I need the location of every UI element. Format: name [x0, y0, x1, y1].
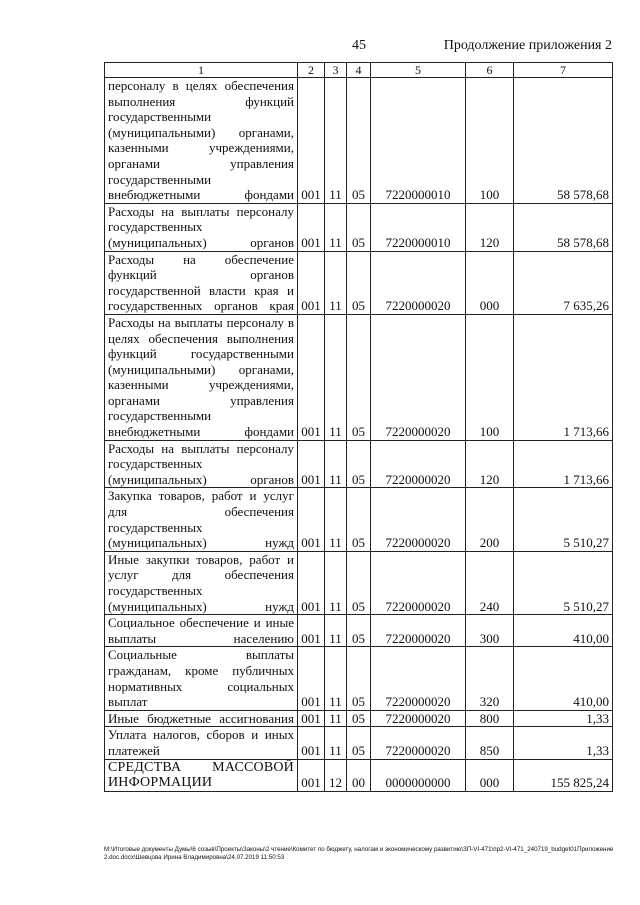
code-cell: 05 [347, 78, 371, 204]
code-cell: 05 [347, 615, 371, 647]
code-cell: 850 [466, 727, 514, 759]
column-header: 6 [466, 63, 514, 78]
expense-name-cell: Социальное обеспечение и иные выплаты населению [105, 615, 298, 647]
table-header-row [105, 63, 613, 78]
column-header: 5 [371, 63, 466, 78]
code-cell: 11 [325, 203, 347, 251]
code-cell: 00 [347, 759, 371, 791]
code-cell: 05 [347, 488, 371, 551]
code-cell: 000 [466, 251, 514, 314]
amount-cell: 410,00 [514, 647, 613, 710]
code-cell: 100 [466, 78, 514, 204]
column-header: 1 [105, 63, 298, 78]
column-header: 7 [514, 63, 613, 78]
amount-cell: 1,33 [514, 727, 613, 759]
table-row [105, 710, 613, 727]
code-cell: 001 [298, 251, 325, 314]
expense-name-cell: Расходы на выплаты персоналу государственных (муниципальных) органов [105, 440, 298, 488]
table-row [105, 759, 613, 791]
amount-cell: 410,00 [514, 615, 613, 647]
table-body [105, 78, 613, 792]
code-cell: 05 [347, 203, 371, 251]
amount-cell: 58 578,68 [514, 203, 613, 251]
code-cell: 11 [325, 710, 347, 727]
code-cell: 001 [298, 710, 325, 727]
code-cell: 05 [347, 710, 371, 727]
code-cell: 001 [298, 78, 325, 204]
amount-cell: 155 825,24 [514, 759, 613, 791]
code-cell: 7220000020 [371, 440, 466, 488]
amount-cell: 58 578,68 [514, 78, 613, 204]
table-row [105, 314, 613, 440]
code-cell: 240 [466, 551, 514, 614]
code-cell: 05 [347, 440, 371, 488]
code-cell: 05 [347, 551, 371, 614]
code-cell: 001 [298, 203, 325, 251]
code-cell: 7220000020 [371, 314, 466, 440]
code-cell: 120 [466, 203, 514, 251]
code-cell: 001 [298, 551, 325, 614]
page-number: 45 [352, 38, 366, 53]
code-cell: 7220000020 [371, 251, 466, 314]
code-cell: 100 [466, 314, 514, 440]
code-cell: 0000000000 [371, 759, 466, 791]
code-cell: 300 [466, 615, 514, 647]
expense-name-cell: СРЕДСТВА МАССОВОЙ ИНФОРМАЦИИ [105, 759, 298, 791]
code-cell: 11 [325, 727, 347, 759]
code-cell: 320 [466, 647, 514, 710]
code-cell: 200 [466, 488, 514, 551]
code-cell: 11 [325, 551, 347, 614]
amount-cell: 1 713,66 [514, 314, 613, 440]
expense-name-cell: Закупка товаров, работ и услуг для обеспечения государственных (муниципальных) нужд [105, 488, 298, 551]
code-cell: 11 [325, 78, 347, 204]
code-cell: 7220000020 [371, 647, 466, 710]
column-header: 2 [298, 63, 325, 78]
code-cell: 000 [466, 759, 514, 791]
code-cell: 11 [325, 440, 347, 488]
code-cell: 001 [298, 488, 325, 551]
amount-cell: 1 713,66 [514, 440, 613, 488]
table-row [105, 203, 613, 251]
expense-name-cell: Иные закупки товаров, работ и услуг для обеспечения государственных (муниципальных) нужд [105, 551, 298, 614]
budget-table [104, 62, 613, 792]
code-cell: 7220000020 [371, 551, 466, 614]
code-cell: 7220000010 [371, 203, 466, 251]
amount-cell: 7 635,26 [514, 251, 613, 314]
code-cell: 001 [298, 615, 325, 647]
amount-cell: 1,33 [514, 710, 613, 727]
code-cell: 7220000020 [371, 488, 466, 551]
code-cell: 001 [298, 440, 325, 488]
code-cell: 11 [325, 615, 347, 647]
expense-name-cell: Расходы на обеспечение функций органов государственной власти края и государственных органов края [105, 251, 298, 314]
appendix-continuation-title: Продолжение приложения 2 [443, 38, 612, 53]
document-file-path: M:\Итоговые документы Думы\6 созыв\Проекты\Законы\2 чтение\Комитет по бюджету, налогам и экономическому развитию\ЗП-VI-471\пр2-VI-471_240719_budget01Приложение 2.doc.docx\Шевцова Ирина Владимировна\24.07.2019 11:50:53 [104, 846, 614, 861]
code-cell: 001 [298, 647, 325, 710]
expense-name-cell: Социальные выплаты гражданам, кроме публичных нормативных социальных выплат [105, 647, 298, 710]
table-row [105, 551, 613, 614]
code-cell: 7220000020 [371, 615, 466, 647]
expense-name-cell: Расходы на выплаты персоналу государственных (муниципальных) органов [105, 203, 298, 251]
code-cell: 12 [325, 759, 347, 791]
expense-name-cell: Иные бюджетные ассигнования [105, 710, 298, 727]
column-header: 3 [325, 63, 347, 78]
amount-cell: 5 510,27 [514, 551, 613, 614]
column-header: 4 [347, 63, 371, 78]
code-cell: 800 [466, 710, 514, 727]
code-cell: 11 [325, 251, 347, 314]
code-cell: 11 [325, 647, 347, 710]
expense-name-cell: Уплата налогов, сборов и иных платежей [105, 727, 298, 759]
table-row [105, 251, 613, 314]
expense-name-cell: Расходы на выплаты персоналу в целях обеспечения выполнения функций государственными (муниципальными) органами, казенными учреждениями, органами управления государственными внебюджетными фондами [105, 314, 298, 440]
amount-cell: 5 510,27 [514, 488, 613, 551]
table-row [105, 440, 613, 488]
code-cell: 001 [298, 314, 325, 440]
code-cell: 7220000020 [371, 710, 466, 727]
code-cell: 120 [466, 440, 514, 488]
expense-name-cell: персоналу в целях обеспечения выполнения функций государственными (муниципальными) органами, казенными учреждениями, органами управления государственными внебюджетными фондами [105, 78, 298, 204]
table-row [105, 78, 613, 204]
code-cell: 05 [347, 251, 371, 314]
code-cell: 11 [325, 314, 347, 440]
code-cell: 11 [325, 488, 347, 551]
code-cell: 05 [347, 727, 371, 759]
code-cell: 05 [347, 647, 371, 710]
table-row [105, 488, 613, 551]
code-cell: 05 [347, 314, 371, 440]
code-cell: 001 [298, 759, 325, 791]
code-cell: 7220000010 [371, 78, 466, 204]
code-cell: 7220000020 [371, 727, 466, 759]
table-row [105, 727, 613, 759]
code-cell: 001 [298, 727, 325, 759]
table-row [105, 615, 613, 647]
table-row [105, 647, 613, 710]
